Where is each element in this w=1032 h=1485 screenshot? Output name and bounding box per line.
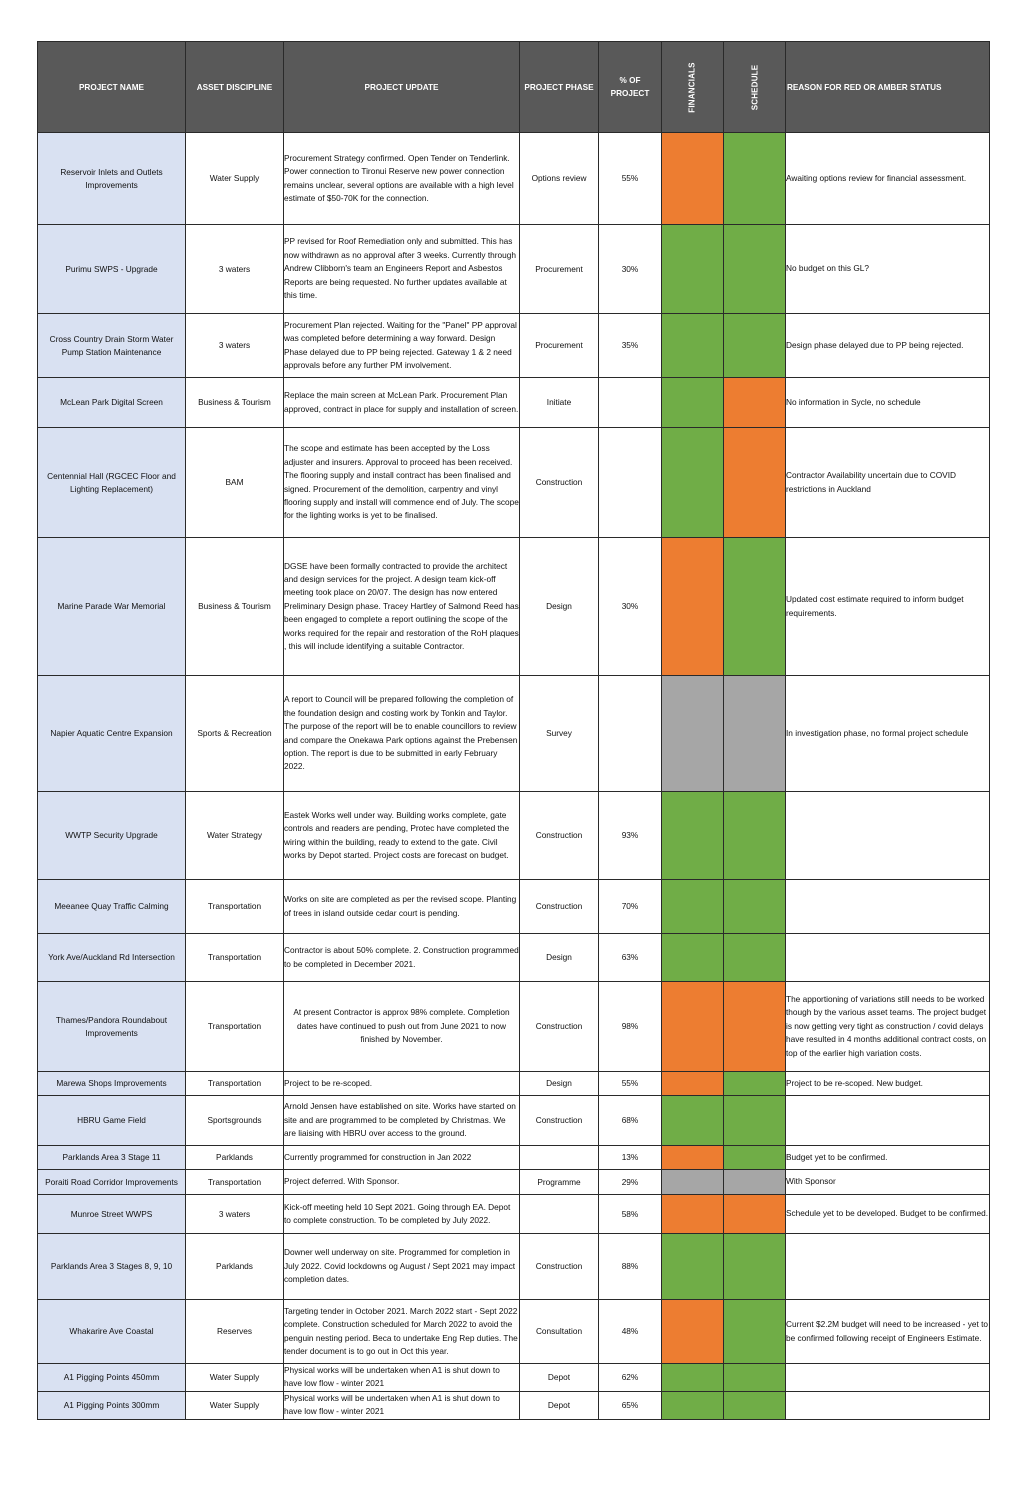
- status-reason-cell: Design phase delayed due to PP being rejected.: [786, 314, 990, 378]
- asset-discipline-cell: Transportation: [186, 982, 284, 1072]
- financials-status-cell: [662, 982, 724, 1072]
- project-name-cell: Thames/Pandora Roundabout Improvements: [38, 982, 186, 1072]
- percent-complete-cell: 35%: [599, 314, 662, 378]
- status-reason-cell: In investigation phase, no formal project schedule: [786, 676, 990, 792]
- asset-discipline-cell: Water Supply: [186, 1364, 284, 1392]
- project-phase-cell: Design: [520, 1072, 599, 1096]
- financials-status-cell: [662, 538, 724, 676]
- header-financials-label: FINANCIALS: [687, 61, 697, 113]
- project-name-cell: Whakarire Ave Coastal: [38, 1300, 186, 1364]
- percent-complete-cell: [599, 428, 662, 538]
- project-phase-cell: Options review: [520, 133, 599, 225]
- financials-status-cell: [662, 225, 724, 314]
- project-update-cell: Physical works will be undertaken when A1 is shut down to have low flow - winter 2021: [284, 1391, 520, 1419]
- project-name-cell: Munroe Street WWPS: [38, 1195, 186, 1234]
- asset-discipline-cell: 3 waters: [186, 225, 284, 314]
- table-row: [38, 934, 990, 982]
- project-phase-cell: [520, 1195, 599, 1234]
- project-name-cell: Reservoir Inlets and Outlets Improvements: [38, 133, 186, 225]
- percent-complete-cell: 55%: [599, 133, 662, 225]
- schedule-status-cell: [724, 225, 786, 314]
- financials-status-cell: [662, 428, 724, 538]
- table-row: [38, 1300, 990, 1364]
- table-row: [38, 1234, 990, 1300]
- header-schedule-label: SCHEDULE: [749, 64, 759, 110]
- percent-complete-cell: 48%: [599, 1300, 662, 1364]
- schedule-status-cell: [724, 934, 786, 982]
- asset-discipline-cell: Water Supply: [186, 1391, 284, 1419]
- asset-discipline-cell: Sports & Recreation: [186, 676, 284, 792]
- project-phase-cell: Construction: [520, 982, 599, 1072]
- project-update-cell: Contractor is about 50% complete. 2. Construction programmed to be completed in December 2021.: [284, 934, 520, 982]
- project-update-cell: PP revised for Roof Remediation only and submitted. This has now withdrawn as no approval after 3 weeks. Currently through Andrew Clibborn's team an Engineers Report and Asbestos Reports are being requested. No further updates available at this time.: [284, 225, 520, 314]
- financials-status-cell: [662, 1195, 724, 1234]
- project-phase-cell: Design: [520, 934, 599, 982]
- percent-complete-cell: 62%: [599, 1364, 662, 1392]
- schedule-status-cell: [724, 1170, 786, 1195]
- financials-status-cell: [662, 1234, 724, 1300]
- financials-status-cell: [662, 934, 724, 982]
- project-name-cell: York Ave/Auckland Rd Intersection: [38, 934, 186, 982]
- project-status-table: [37, 41, 990, 1420]
- project-update-cell: Physical works will be undertaken when A1 is shut down to have low flow - winter 2021: [284, 1364, 520, 1392]
- header-asset-discipline: ASSET DISCIPLINE: [186, 42, 284, 133]
- project-name-cell: Marewa Shops Improvements: [38, 1072, 186, 1096]
- percent-complete-cell: 63%: [599, 934, 662, 982]
- header-financials: [662, 42, 724, 133]
- status-reason-cell: [786, 1364, 990, 1392]
- header-project-update: PROJECT UPDATE: [284, 42, 520, 133]
- project-phase-cell: Construction: [520, 1234, 599, 1300]
- status-reason-cell: [786, 1234, 990, 1300]
- project-name-cell: Parklands Area 3 Stages 8, 9, 10: [38, 1234, 186, 1300]
- project-phase-cell: Design: [520, 538, 599, 676]
- percent-complete-cell: [599, 378, 662, 428]
- asset-discipline-cell: Transportation: [186, 934, 284, 982]
- project-phase-cell: Survey: [520, 676, 599, 792]
- percent-complete-cell: 30%: [599, 538, 662, 676]
- percent-complete-cell: 88%: [599, 1234, 662, 1300]
- percent-complete-cell: 58%: [599, 1195, 662, 1234]
- schedule-status-cell: [724, 1096, 786, 1146]
- asset-discipline-cell: Parklands: [186, 1234, 284, 1300]
- schedule-status-cell: [724, 378, 786, 428]
- project-name-cell: McLean Park Digital Screen: [38, 378, 186, 428]
- project-name-cell: Marine Parade War Memorial: [38, 538, 186, 676]
- schedule-status-cell: [724, 538, 786, 676]
- project-phase-cell: Construction: [520, 792, 599, 880]
- financials-status-cell: [662, 314, 724, 378]
- project-update-cell: DGSE have been formally contracted to provide the architect and design services for the project. A design team kick-off meeting took place on 20/07. The design has now entered Preliminary Design phase. Tracey Hartley of Salmond Reed has been engaged to complete a report outlining the scope of the works required for the repair and restoration of the RoH plaques , this will include identifying a suitable Contractor.: [284, 538, 520, 676]
- asset-discipline-cell: 3 waters: [186, 314, 284, 378]
- schedule-status-cell: [724, 676, 786, 792]
- table-row: [38, 428, 990, 538]
- asset-discipline-cell: Parklands: [186, 1146, 284, 1170]
- schedule-status-cell: [724, 314, 786, 378]
- schedule-status-cell: [724, 1364, 786, 1392]
- table-row: [38, 880, 990, 934]
- financials-status-cell: [662, 1146, 724, 1170]
- schedule-status-cell: [724, 1391, 786, 1419]
- table-row: [38, 378, 990, 428]
- project-update-cell: Procurement Strategy confirmed. Open Tender on Tenderlink. Power connection to Tironui Reserve new power connection remains unclear, several options are available with a high level estimate of $50-70K for the connection.: [284, 133, 520, 225]
- project-update-cell: Replace the main screen at McLean Park. Procurement Plan approved, contract in place for supply and installation of screen.: [284, 378, 520, 428]
- asset-discipline-cell: BAM: [186, 428, 284, 538]
- percent-complete-cell: 65%: [599, 1391, 662, 1419]
- table-row: [38, 225, 990, 314]
- project-update-cell: Currently programmed for construction in Jan 2022: [284, 1146, 520, 1170]
- financials-status-cell: [662, 133, 724, 225]
- percent-complete-cell: 55%: [599, 1072, 662, 1096]
- status-reason-cell: [786, 880, 990, 934]
- status-reason-cell: Updated cost estimate required to inform budget requirements.: [786, 538, 990, 676]
- financials-status-cell: [662, 1300, 724, 1364]
- project-update-cell: Procurement Plan rejected. Waiting for the "Panel" PP approval was completed before determining a way forward. Design Phase delayed due to PP being rejected. Gateway 1 & 2 need approvals before any further PM involvement.: [284, 314, 520, 378]
- percent-complete-cell: [599, 676, 662, 792]
- header-row: [38, 42, 990, 133]
- status-reason-cell: Project to be re-scoped. New budget.: [786, 1072, 990, 1096]
- percent-complete-cell: 68%: [599, 1096, 662, 1146]
- project-update-cell: At present Contractor is approx 98% complete. Completion dates have continued to push out from June 2021 to now finished by November.: [284, 982, 520, 1072]
- project-update-cell: A report to Council will be prepared following the completion of the foundation design and costing work by Tonkin and Taylor. The purpose of the report will be to enable councillors to review and compare the Onekawa Park options against the Prebensen option. The report is due to be submitted in early February 2022.: [284, 676, 520, 792]
- financials-status-cell: [662, 792, 724, 880]
- financials-status-cell: [662, 1391, 724, 1419]
- status-reason-cell: Budget yet to be confirmed.: [786, 1146, 990, 1170]
- project-update-cell: Eastek Works well under way. Building works complete, gate controls and readers are pending, Protec have completed the wiring within the building, ready to extend to the gate. Civil works by Depot started. Project costs are forecast on budget.: [284, 792, 520, 880]
- project-update-cell: The scope and estimate has been accepted by the Loss adjuster and insurers. Approval to proceed has been received. The flooring supply and install contract has been finalised and signed. Procurement of the demolition, carpentry and vinyl flooring supply and install will commence end of July. The scope for the lighting works is yet to be finalised.: [284, 428, 520, 538]
- status-reason-cell: [786, 934, 990, 982]
- table-row: [38, 792, 990, 880]
- project-name-cell: A1 Pigging Points 450mm: [38, 1364, 186, 1392]
- header-pct-project-label: % OF PROJECT: [610, 76, 650, 98]
- asset-discipline-cell: Water Supply: [186, 133, 284, 225]
- asset-discipline-cell: Water Strategy: [186, 792, 284, 880]
- asset-discipline-cell: Transportation: [186, 880, 284, 934]
- financials-status-cell: [662, 880, 724, 934]
- project-phase-cell: Consultation: [520, 1300, 599, 1364]
- asset-discipline-cell: Reserves: [186, 1300, 284, 1364]
- percent-complete-cell: 13%: [599, 1146, 662, 1170]
- table-body: [38, 133, 990, 1420]
- schedule-status-cell: [724, 1234, 786, 1300]
- asset-discipline-cell: 3 waters: [186, 1195, 284, 1234]
- table-row: [38, 1170, 990, 1195]
- schedule-status-cell: [724, 1072, 786, 1096]
- schedule-status-cell: [724, 1146, 786, 1170]
- table-row: [38, 1072, 990, 1096]
- project-phase-cell: Procurement: [520, 225, 599, 314]
- table-row: [38, 1391, 990, 1419]
- project-update-cell: Targeting tender in October 2021. March 2022 start - Sept 2022 complete. Construction scheduled for March 2022 to avoid the penguin nesting period. Beca to undertake Eng Rep duties. The tender document is to go out in Oct this year.: [284, 1300, 520, 1364]
- schedule-status-cell: [724, 1300, 786, 1364]
- table-row: [38, 538, 990, 676]
- header-project-phase: PROJECT PHASE: [520, 42, 599, 133]
- header-pct-project: [599, 42, 662, 133]
- financials-status-cell: [662, 1170, 724, 1195]
- status-reason-cell: Contractor Availability uncertain due to COVID restrictions in Auckland: [786, 428, 990, 538]
- project-phase-cell: Programme: [520, 1170, 599, 1195]
- project-update-cell: Kick-off meeting held 10 Sept 2021. Going through EA. Depot to complete construction. To be completed by July 2022.: [284, 1195, 520, 1234]
- project-update-cell: Project to be re-scoped.: [284, 1072, 520, 1096]
- project-update-cell: Project deferred. With Sponsor.: [284, 1170, 520, 1195]
- status-reason-cell: [786, 1391, 990, 1419]
- project-name-cell: Meeanee Quay Traffic Calming: [38, 880, 186, 934]
- status-reason-cell: The apportioning of variations still needs to be worked though by the various asset teams. The project budget is now getting very tight as construction / covid delays have resulted in 4 months additional contract costs, on top of the earlier high variation costs.: [786, 982, 990, 1072]
- project-name-cell: Purimu SWPS - Upgrade: [38, 225, 186, 314]
- status-reason-cell: [786, 792, 990, 880]
- status-reason-cell: No information in Sycle, no schedule: [786, 378, 990, 428]
- project-phase-cell: Construction: [520, 880, 599, 934]
- header-reason: REASON FOR RED OR AMBER STATUS: [786, 42, 990, 133]
- asset-discipline-cell: Business & Tourism: [186, 538, 284, 676]
- percent-complete-cell: 93%: [599, 792, 662, 880]
- project-update-cell: Works on site are completed as per the revised scope. Planting of trees in island outside cedar court is pending.: [284, 880, 520, 934]
- schedule-status-cell: [724, 982, 786, 1072]
- project-update-cell: Arnold Jensen have established on site. Works have started on site and are programmed to be completed by Christmas. We are liaising with HBRU over access to the ground.: [284, 1096, 520, 1146]
- header-schedule: [724, 42, 786, 133]
- financials-status-cell: [662, 1072, 724, 1096]
- table-row: [38, 1364, 990, 1392]
- project-phase-cell: Initiate: [520, 378, 599, 428]
- percent-complete-cell: 70%: [599, 880, 662, 934]
- table-row: [38, 982, 990, 1072]
- financials-status-cell: [662, 1364, 724, 1392]
- asset-discipline-cell: Transportation: [186, 1170, 284, 1195]
- status-reason-cell: Schedule yet to be developed. Budget to be confirmed.: [786, 1195, 990, 1234]
- table-row: [38, 1195, 990, 1234]
- percent-complete-cell: 30%: [599, 225, 662, 314]
- schedule-status-cell: [724, 1195, 786, 1234]
- header-project-name: PROJECT NAME: [38, 42, 186, 133]
- financials-status-cell: [662, 378, 724, 428]
- project-phase-cell: [520, 1146, 599, 1170]
- financials-status-cell: [662, 676, 724, 792]
- status-reason-cell: Awaiting options review for financial assessment.: [786, 133, 990, 225]
- project-name-cell: Parklands Area 3 Stage 11: [38, 1146, 186, 1170]
- status-reason-cell: No budget on this GL?: [786, 225, 990, 314]
- percent-complete-cell: 98%: [599, 982, 662, 1072]
- schedule-status-cell: [724, 792, 786, 880]
- schedule-status-cell: [724, 880, 786, 934]
- project-name-cell: Centennial Hall (RGCEC Floor and Lighting Replacement): [38, 428, 186, 538]
- schedule-status-cell: [724, 428, 786, 538]
- project-name-cell: Cross Country Drain Storm Water Pump Station Maintenance: [38, 314, 186, 378]
- table-row: [38, 676, 990, 792]
- project-name-cell: HBRU Game Field: [38, 1096, 186, 1146]
- project-phase-cell: Construction: [520, 1096, 599, 1146]
- project-phase-cell: Depot: [520, 1364, 599, 1392]
- project-name-cell: Poraiti Road Corridor Improvements: [38, 1170, 186, 1195]
- project-phase-cell: Construction: [520, 428, 599, 538]
- schedule-status-cell: [724, 133, 786, 225]
- project-update-cell: Downer well underway on site. Programmed for completion in July 2022. Covid lockdowns og August / Sept 2021 may impact completion dates.: [284, 1234, 520, 1300]
- project-name-cell: WWTP Security Upgrade: [38, 792, 186, 880]
- project-phase-cell: Depot: [520, 1391, 599, 1419]
- status-reason-cell: With Sponsor: [786, 1170, 990, 1195]
- project-phase-cell: Procurement: [520, 314, 599, 378]
- asset-discipline-cell: Sportsgrounds: [186, 1096, 284, 1146]
- project-name-cell: Napier Aquatic Centre Expansion: [38, 676, 186, 792]
- asset-discipline-cell: Transportation: [186, 1072, 284, 1096]
- table-row: [38, 133, 990, 225]
- financials-status-cell: [662, 1096, 724, 1146]
- status-reason-cell: Current $2.2M budget will need to be increased - yet to be confirmed following receipt of Engineers Estimate.: [786, 1300, 990, 1364]
- status-reason-cell: [786, 1096, 990, 1146]
- percent-complete-cell: 29%: [599, 1170, 662, 1195]
- table-row: [38, 314, 990, 378]
- asset-discipline-cell: Business & Tourism: [186, 378, 284, 428]
- table-row: [38, 1096, 990, 1146]
- table-row: [38, 1146, 990, 1170]
- project-name-cell: A1 Pigging Points 300mm: [38, 1391, 186, 1419]
